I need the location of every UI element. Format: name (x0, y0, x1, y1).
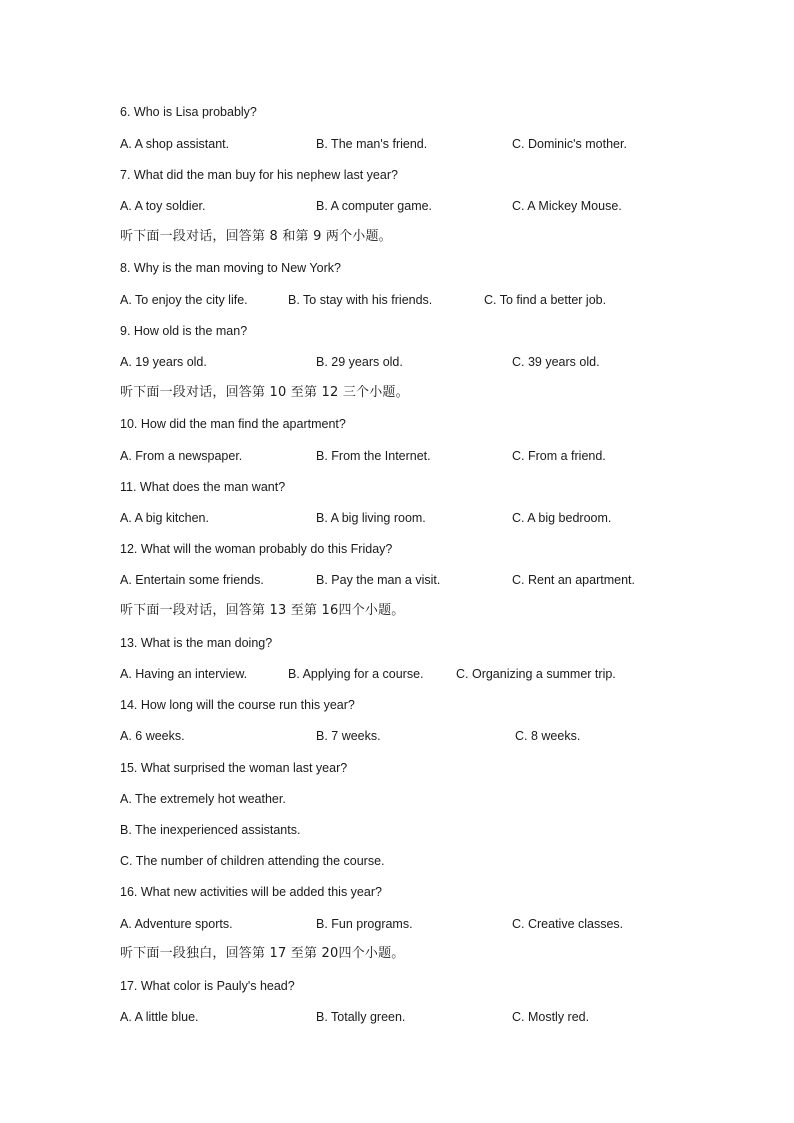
question-stem: 16. What new activities will be added this year? (120, 885, 382, 899)
option-c: C. 8 weeks. (515, 729, 581, 743)
option-a: A. 19 years old. (120, 355, 207, 369)
section-instruction: 听下面一段对话，回答第 13 至第 16四个小题。 (120, 603, 405, 618)
option-a: A. To enjoy the city life. (120, 293, 248, 307)
option-a: A. The extremely hot weather. (120, 792, 286, 806)
option-b: B. The man's friend. (316, 137, 428, 151)
option-c: C. 39 years old. (512, 355, 600, 369)
option-b: B. The inexperienced assistants. (120, 823, 301, 837)
option-c: C. The number of children attending the course. (120, 854, 385, 868)
option-c: C. A Mickey Mouse. (512, 199, 622, 213)
option-b: B. A computer game. (316, 199, 433, 213)
option-b: B. From the Internet. (316, 449, 431, 463)
option-c: C. Creative classes. (512, 917, 624, 931)
question-stem: 10. How did the man find the apartment? (120, 417, 346, 431)
question-stem: 13. What is the man doing? (120, 636, 273, 650)
option-a: A. 6 weeks. (120, 729, 185, 743)
question-stem: 17. What color is Pauly's head? (120, 979, 295, 993)
option-a: A. Entertain some friends. (120, 573, 264, 587)
option-c: C. Rent an apartment. (512, 573, 635, 587)
question-stem: 12. What will the woman probably do this Friday? (120, 542, 393, 556)
section-instruction: 听下面一段对话，回答第 10 至第 12 三个小题。 (120, 385, 409, 400)
option-b: B. A big living room. (316, 511, 426, 525)
option-c: C. A big bedroom. (512, 511, 612, 525)
option-b: B. Fun programs. (316, 917, 413, 931)
section-instruction: 听下面一段独白，回答第 17 至第 20四个小题。 (120, 946, 405, 961)
option-b: B. 7 weeks. (316, 729, 381, 743)
question-stem: 8. Why is the man moving to New York? (120, 261, 341, 275)
option-a: A. Having an interview. (120, 667, 248, 681)
option-a: A. A little blue. (120, 1010, 199, 1024)
option-b: B. Applying for a course. (288, 667, 424, 681)
option-c: C. Organizing a summer trip. (456, 667, 616, 681)
option-c: C. From a friend. (512, 449, 606, 463)
option-c: C. To find a better job. (484, 293, 607, 307)
question-stem: 9. How old is the man? (120, 324, 248, 338)
option-c: C. Dominic's mother. (512, 137, 627, 151)
question-stem: 14. How long will the course run this year? (120, 698, 355, 712)
option-a: A. Adventure sports. (120, 917, 233, 931)
question-stem: 11. What does the man want? (120, 480, 286, 494)
option-a: A. From a newspaper. (120, 449, 243, 463)
question-stem: 6. Who is Lisa probably? (120, 105, 257, 119)
section-instruction: 听下面一段对话，回答第 8 和第 9 两个小题。 (120, 229, 392, 244)
option-a: A. A toy soldier. (120, 199, 206, 213)
option-b: B. To stay with his friends. (288, 293, 433, 307)
option-a: A. A shop assistant. (120, 137, 230, 151)
option-b: B. Totally green. (316, 1010, 406, 1024)
option-a: A. A big kitchen. (120, 511, 209, 525)
option-b: B. Pay the man a visit. (316, 573, 441, 587)
question-stem: 7. What did the man buy for his nephew last year? (120, 168, 398, 182)
question-stem: 15. What surprised the woman last year? (120, 761, 348, 775)
option-c: C. Mostly red. (512, 1010, 590, 1024)
option-b: B. 29 years old. (316, 355, 403, 369)
